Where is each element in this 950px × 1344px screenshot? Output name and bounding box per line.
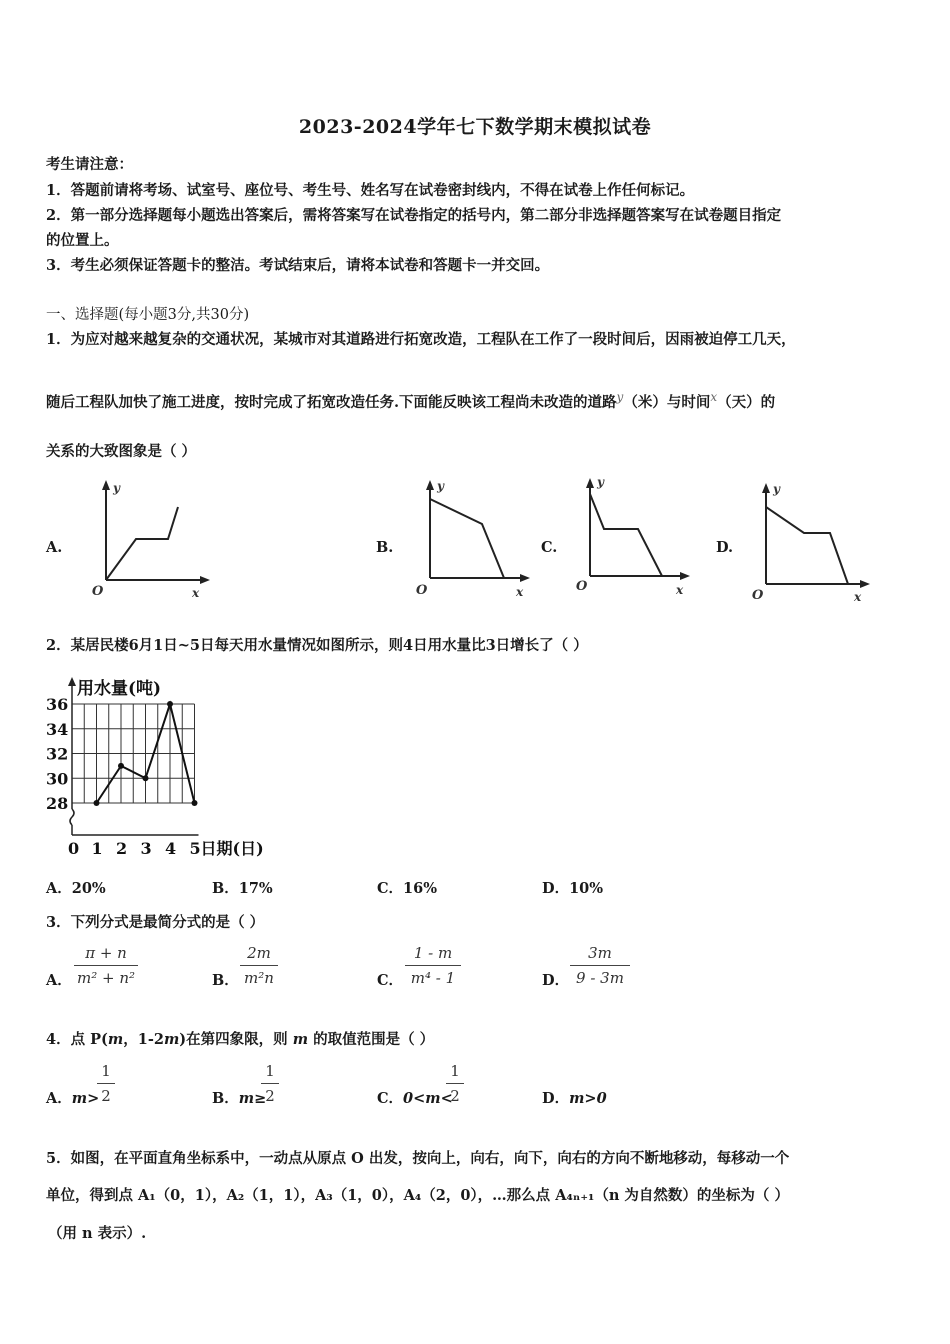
data-point <box>118 763 124 769</box>
q1-option-b-label: B. <box>376 539 394 556</box>
notice-item-3: 3．考生必须保证答题卡的整洁。考试结束后，请将本试卷和答题卡一并交回。 <box>46 257 550 274</box>
q4-option-a-expr: m> <box>71 1090 100 1107</box>
q1-text-b: （米）与时间 <box>623 394 711 411</box>
q4-text <box>46 1028 434 1049</box>
q4-option-d <box>542 1087 607 1108</box>
denominator: 2 <box>450 1087 460 1105</box>
denominator: m² + n² <box>76 969 135 987</box>
fraction-bar <box>240 965 278 966</box>
q1-var-y: y <box>616 390 624 404</box>
q4-option-b <box>212 1087 266 1108</box>
q4-option-a-label: A． <box>46 1090 72 1107</box>
denominator: 9 - 3m <box>576 969 624 987</box>
denominator: m²n <box>244 969 274 987</box>
data-point <box>94 800 100 806</box>
data-point <box>167 701 173 707</box>
y-axis-arrow <box>68 677 76 686</box>
x-tick-label: 1 <box>91 839 103 858</box>
data-point <box>192 800 198 806</box>
fraction-bar <box>261 1083 279 1084</box>
notice-item-2: 2．第一部分选择题每小题选出答案后，需将答案写在试卷指定的括号内，第二部分非选择题答案写在试卷题目指定 <box>46 207 782 224</box>
fraction-bar <box>570 965 630 966</box>
q3-option-c-fraction <box>405 944 461 987</box>
q1-option-a-label: A. <box>46 539 63 556</box>
axis-y-label: y <box>437 479 444 493</box>
q5-line-2: 单位，得到点 A₁（0，1），A₂（1，1），A₃（1，0），A₄（2，0），…那么点 A₄ₙ₊₁（n 为自然数）的坐标为（ ） <box>46 1187 789 1204</box>
q4-text-a: 4．点 P( <box>46 1031 108 1048</box>
x-tick-label: 3 <box>140 839 152 858</box>
y-tick-label: 32 <box>46 744 69 764</box>
notice-item-2-cont: 的位置上。 <box>46 232 119 249</box>
numerator: 1 <box>265 1062 275 1080</box>
fraction-bar <box>405 965 461 966</box>
origin-label: O <box>752 588 764 603</box>
q3-option-b-fraction <box>240 944 278 987</box>
axis-break <box>70 809 74 825</box>
axis-y-label: y <box>597 475 604 489</box>
q5-line-3: （用 n 表示）. <box>48 1225 147 1242</box>
numerator: 2m <box>247 944 271 962</box>
q2-option-b: B．17% <box>212 880 273 897</box>
notice-heading: 考生请注意： <box>46 156 133 173</box>
q4-option-c-expr: 0<m< <box>403 1090 453 1107</box>
q4-option-b-fraction <box>261 1062 279 1105</box>
y-tick-label: 30 <box>46 769 69 789</box>
page-title: 2023-2024学年七下数学期末模拟试卷 <box>298 116 652 138</box>
q3-option-d-label: D． <box>542 972 570 989</box>
q2-text: 2．某居民楼6月1日~5日每天用水量情况如图所示，则4日用水量比3日增长了（ ） <box>46 637 588 654</box>
q4-text-d: 的取值范围是（ ） <box>308 1031 435 1048</box>
denominator: 2 <box>101 1087 111 1105</box>
numerator: π + n <box>85 944 127 962</box>
x-axis-title: 日期(日) <box>200 839 264 858</box>
axis-y-label: y <box>113 481 120 495</box>
q4-var-m: m <box>292 1031 309 1048</box>
q1-line-2 <box>46 390 775 412</box>
axis-x-label: x <box>192 586 200 600</box>
q3-text: 3．下列分式是最简分式的是（ ） <box>46 914 265 931</box>
q4-var-m: m <box>163 1031 180 1048</box>
notice-item-1: 1．答题前请将考场、试室号、座位号、考生号、姓名写在试卷密封线内，不得在试卷上作任何标记。 <box>46 182 695 199</box>
q4-option-d-expr: m>0 <box>569 1090 607 1107</box>
q1-var-x: x <box>710 390 718 404</box>
q3-option-a-fraction <box>74 944 138 987</box>
numerator: 1 <box>450 1062 460 1080</box>
q4-text-b: ，1-2 <box>123 1031 164 1048</box>
axis-x-label: x <box>676 583 684 597</box>
q1-option-d-label: D. <box>716 539 734 556</box>
numerator: 1 - m <box>413 944 453 962</box>
q1-text-a: 随后工程队加快了施工进度，按时完成了拓宽改造任务.下面能反映该工程尚未改造的道路 <box>46 394 617 411</box>
x-tick-label: 4 <box>165 839 177 858</box>
denominator: m⁴ - 1 <box>410 969 456 987</box>
numerator: 1 <box>101 1062 111 1080</box>
x-tick-label: 2 <box>116 839 128 858</box>
y-tick-label: 34 <box>46 719 69 739</box>
q4-option-c <box>377 1087 453 1108</box>
q4-option-b-expr: m≥ <box>238 1090 267 1107</box>
q4-option-c-label: C． <box>377 1090 404 1107</box>
q5-line-1: 5．如图，在平面直角坐标系中，一动点从原点 O 出发，按向上，向右，向下，向右的方向不断地移动，每移动一个 <box>46 1150 790 1167</box>
q2-water-chart <box>40 672 290 860</box>
q2-option-c: C．16% <box>377 880 437 897</box>
q4-option-c-fraction <box>446 1062 464 1105</box>
q4-var-m: m <box>107 1031 124 1048</box>
axis-x-label: x <box>516 585 524 599</box>
q1-option-c-label: C. <box>541 539 558 556</box>
y-tick-label: 36 <box>46 695 69 714</box>
fraction-bar <box>446 1083 464 1084</box>
fraction-bar <box>97 1083 115 1084</box>
q3-option-b-label: B． <box>212 972 239 989</box>
origin-label: O <box>92 584 104 599</box>
q4-option-d-label: D． <box>542 1090 570 1107</box>
numerator: 3m <box>588 944 612 962</box>
fraction-bar <box>74 965 138 966</box>
q4-text-c: )在第四象限，则 <box>179 1031 293 1048</box>
q3-option-c-label: C． <box>377 972 404 989</box>
origin-label: O <box>416 583 428 598</box>
q3-option-d-fraction <box>570 944 630 987</box>
q2-option-a: A．20% <box>46 880 106 897</box>
q1-graph-a <box>88 476 218 602</box>
section-heading: 一、选择题(每小题3分,共30分) <box>46 307 250 323</box>
q1-line-1: 1．为应对越来越复杂的交通状况，某城市对其道路进行拓宽改造，工程队在工作了一段时间后，因雨被迫停工几天， <box>46 331 796 348</box>
q1-line-3: 关系的大致图象是（ ） <box>46 443 197 460</box>
q1-graph-b <box>412 476 537 602</box>
q1-graph-c <box>574 474 699 600</box>
q1-graph-d <box>748 477 878 603</box>
x-tick-label: 5 <box>189 839 201 858</box>
axis-x-label: x <box>854 590 862 603</box>
denominator: 2 <box>265 1087 275 1105</box>
origin-label: O <box>576 579 588 594</box>
q4-option-a <box>46 1087 99 1108</box>
q4-option-a-fraction <box>97 1062 115 1105</box>
data-point <box>143 775 149 781</box>
axis-y-label: y <box>773 482 780 496</box>
y-tick-label: 28 <box>46 794 69 813</box>
q2-option-d: D．10% <box>542 880 604 897</box>
x-tick-label: 0 <box>68 839 80 858</box>
q4-option-b-label: B． <box>212 1090 239 1107</box>
y-axis-title: 用水量(吨) <box>77 679 162 699</box>
q3-option-a-label: A． <box>46 972 72 989</box>
q1-text-c: （天）的 <box>717 394 776 411</box>
